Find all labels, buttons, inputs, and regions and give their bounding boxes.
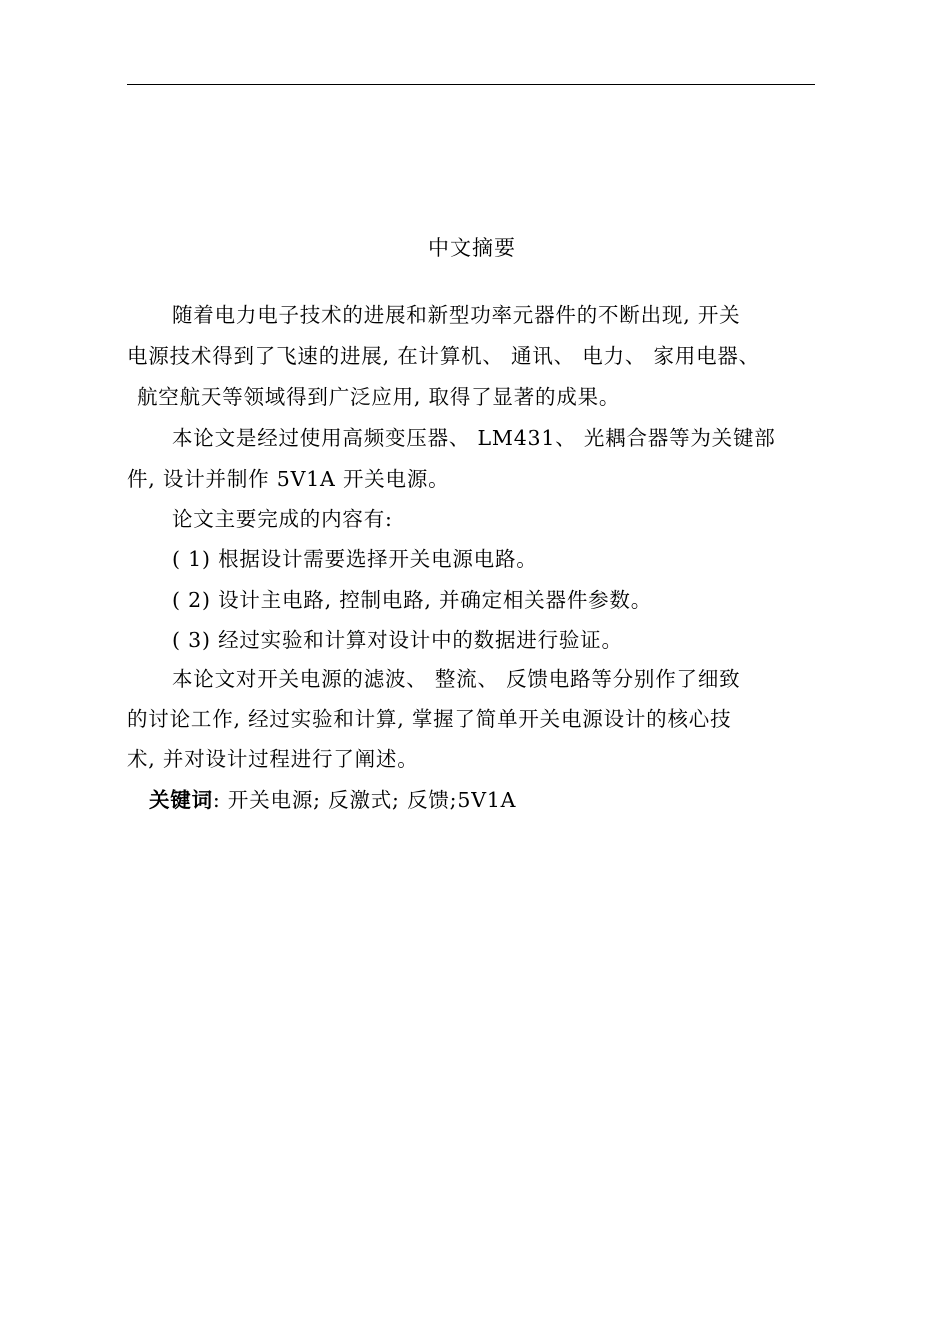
abstract-line-1: 随着电力电子技术的进展和新型功率元器件的不断出现, 开关 <box>172 303 741 327</box>
keywords-line <box>149 785 516 815</box>
abstract-line-6: 论文主要完成的内容有: <box>172 507 393 531</box>
abstract-line-10: 本论文对开关电源的滤波、 整流、 反馈电路等分别作了细致 <box>172 667 741 691</box>
abstract-line-5: 件, 设计并制作 5V1A 开关电源。 <box>127 467 450 491</box>
keywords-value: : 开关电源; 反激式; 反馈;5V1A <box>212 788 517 812</box>
abstract-line-4: 本论文是经过使用高频变压器、 LM431、 光耦合器等为关键部 <box>172 426 776 450</box>
abstract-line-9: ( 3) 经过实验和计算对设计中的数据进行验证。 <box>172 628 623 652</box>
abstract-line-2: 电源技术得到了飞速的进展, 在计算机、 通讯、 电力、 家用电器、 <box>127 344 760 368</box>
abstract-line-8: ( 2) 设计主电路, 控制电路, 并确定相关器件参数。 <box>172 588 653 612</box>
abstract-line-12: 术, 并对设计过程进行了阐述。 <box>127 747 419 771</box>
abstract-title: 中文摘要 <box>428 236 516 260</box>
abstract-line-3: 航空航天等领域得到广泛应用, 取得了显著的成果。 <box>137 385 621 409</box>
keywords-label: 关键词 <box>149 788 213 812</box>
abstract-line-7: ( 1) 根据设计需要选择开关电源电路。 <box>172 547 538 571</box>
abstract-line-11: 的讨论工作, 经过实验和计算, 掌握了简单开关电源设计的核心技 <box>127 707 732 731</box>
header-rule <box>127 84 815 85</box>
